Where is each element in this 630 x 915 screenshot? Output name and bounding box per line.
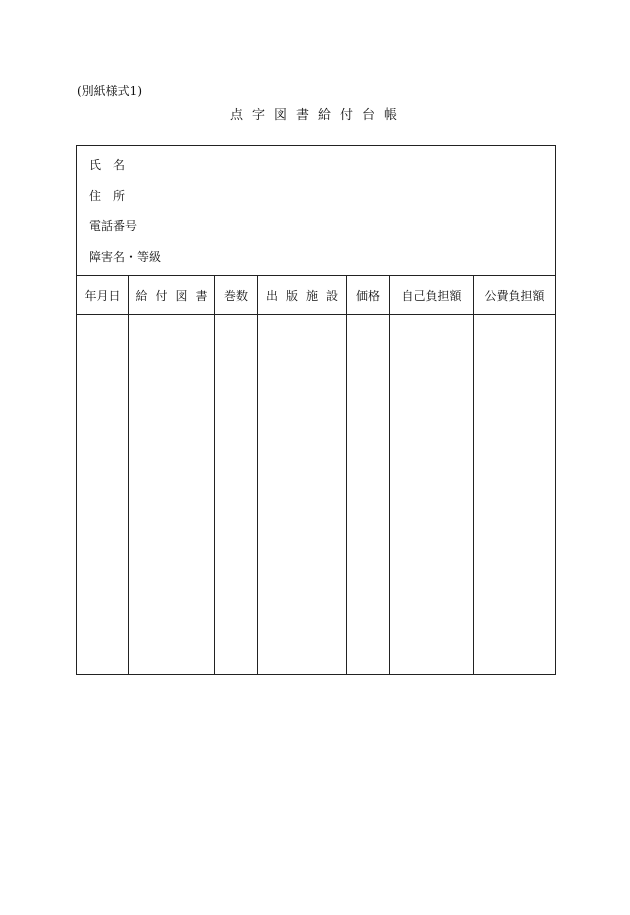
name-label: 氏 名 — [89, 158, 126, 172]
column-header-volumes: 巻数 — [223, 288, 248, 303]
column-header-price: 価格 — [355, 288, 380, 303]
column-header-publisher: 出版施設 — [266, 288, 347, 303]
column-header-public-payment: 公費負担額 — [484, 288, 545, 303]
document-title: 点字図書給付台帳 — [229, 108, 406, 123]
table-header-row — [77, 276, 555, 315]
phone-label: 電話番号 — [89, 219, 138, 233]
ledger-frame — [76, 145, 556, 675]
recipient-info-section — [77, 146, 555, 276]
column-divider — [473, 276, 474, 674]
ledger-table — [77, 276, 555, 674]
disability-label: 障害名・等級 — [89, 250, 162, 264]
column-divider — [346, 276, 347, 674]
form-label: (別紙様式1) — [77, 84, 142, 98]
column-header-book: 給付図書 — [135, 288, 216, 303]
address-label: 住 所 — [89, 189, 126, 203]
column-header-self-payment: 自己負担額 — [401, 288, 462, 303]
column-divider — [128, 276, 129, 674]
column-divider — [389, 276, 390, 674]
column-header-date: 年月日 — [84, 288, 121, 303]
column-divider — [257, 276, 258, 674]
column-divider — [214, 276, 215, 674]
